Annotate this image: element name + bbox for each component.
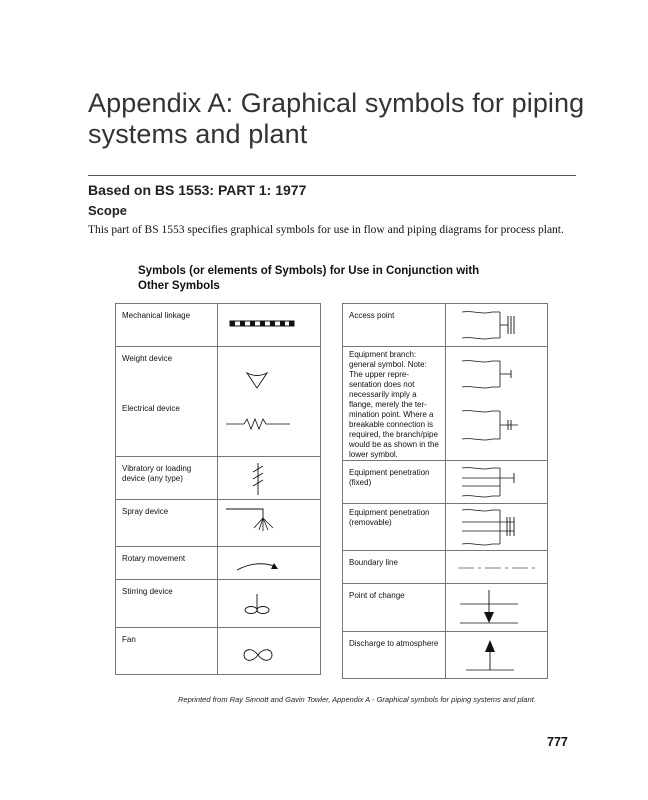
table-row: [116, 500, 321, 547]
row-label: Vibratory or loading device (any type): [122, 464, 192, 483]
row-label: Point of change: [349, 591, 405, 600]
table-row: [116, 547, 321, 580]
equipment-branch-symbol: [446, 347, 547, 457]
curved-arrow-symbol: [218, 547, 320, 579]
scope-heading: Scope: [88, 203, 128, 218]
page-title: [88, 88, 588, 150]
table-row: [343, 347, 548, 461]
table-row: [116, 347, 321, 457]
title-divider: [88, 175, 576, 176]
row-label: Boundary line: [349, 558, 398, 567]
figure-title-line-1: Symbols (or elements of Symbols) for Use in Conjunction with: [138, 265, 480, 277]
figure-caption: Reprinted from Ray Sinnott and Gavin Towler, Appendix A - Graphical symbols for piping systems and plant.: [178, 695, 536, 704]
table-row: [343, 304, 548, 347]
intro-paragraph: This part of BS 1553 specifies graphical symbols for use in flow and piping diagrams for process plant.: [88, 224, 564, 236]
row-label: Equipment penetration (fixed): [349, 468, 430, 487]
title-line-2: systems and plant: [88, 119, 308, 149]
triangle-weight-symbol: [218, 347, 321, 402]
table-row: [343, 461, 548, 504]
removable-penetration-symbol: [446, 504, 547, 550]
row-label: Equipment branch: general symbol. Note: The upper repre- sentation does not necessarily imply a flange, merely the ter- mination point. Where a breakable connection is required, the branch/pipe would be as shown in the lower symbol.: [349, 350, 439, 459]
row-label: Electrical device: [122, 404, 180, 413]
hatched-line-symbol: [218, 457, 320, 499]
point-of-change-symbol: [446, 584, 547, 631]
table-row: [116, 457, 321, 500]
right-symbol-table: [342, 303, 548, 679]
fixed-penetration-symbol: [446, 461, 547, 503]
left-symbol-table: [115, 303, 321, 675]
row-label: Equipment penetration (removable): [349, 508, 430, 527]
row-label: Weight device: [122, 354, 173, 363]
row-label: Stirring device: [122, 587, 173, 596]
section-subheading: Based on BS 1553: PART 1: 1977: [88, 182, 307, 198]
table-row: [116, 304, 321, 347]
fan-blade-symbol: [218, 628, 320, 674]
boundary-line-symbol: [446, 551, 547, 583]
access-point-symbol: [446, 304, 547, 346]
row-label: Mechanical linkage: [122, 311, 191, 320]
table-row: [343, 632, 548, 679]
table-row: [116, 580, 321, 628]
row-label: Spray device: [122, 507, 169, 516]
table-row: [343, 504, 548, 551]
table-row: [343, 584, 548, 632]
figure-title: [138, 264, 518, 294]
figure-title-line-2: Other Symbols: [138, 280, 220, 292]
table-row: [116, 628, 321, 675]
stirrer-blade-symbol: [218, 580, 320, 627]
row-label: Rotary movement: [122, 554, 186, 563]
row-label: Access point: [349, 311, 395, 320]
dashed-bar-symbol: [218, 304, 320, 346]
table-row: [343, 551, 548, 584]
discharge-arrow-symbol: [446, 632, 547, 678]
title-line-1: Appendix A: Graphical symbols for piping: [88, 88, 585, 118]
spray-nozzle-symbol: [218, 500, 320, 546]
row-label: Fan: [122, 635, 136, 644]
row-label: Discharge to atmosphere: [349, 639, 439, 648]
page-number: 777: [547, 735, 568, 749]
zigzag-line-symbol: [218, 402, 321, 457]
